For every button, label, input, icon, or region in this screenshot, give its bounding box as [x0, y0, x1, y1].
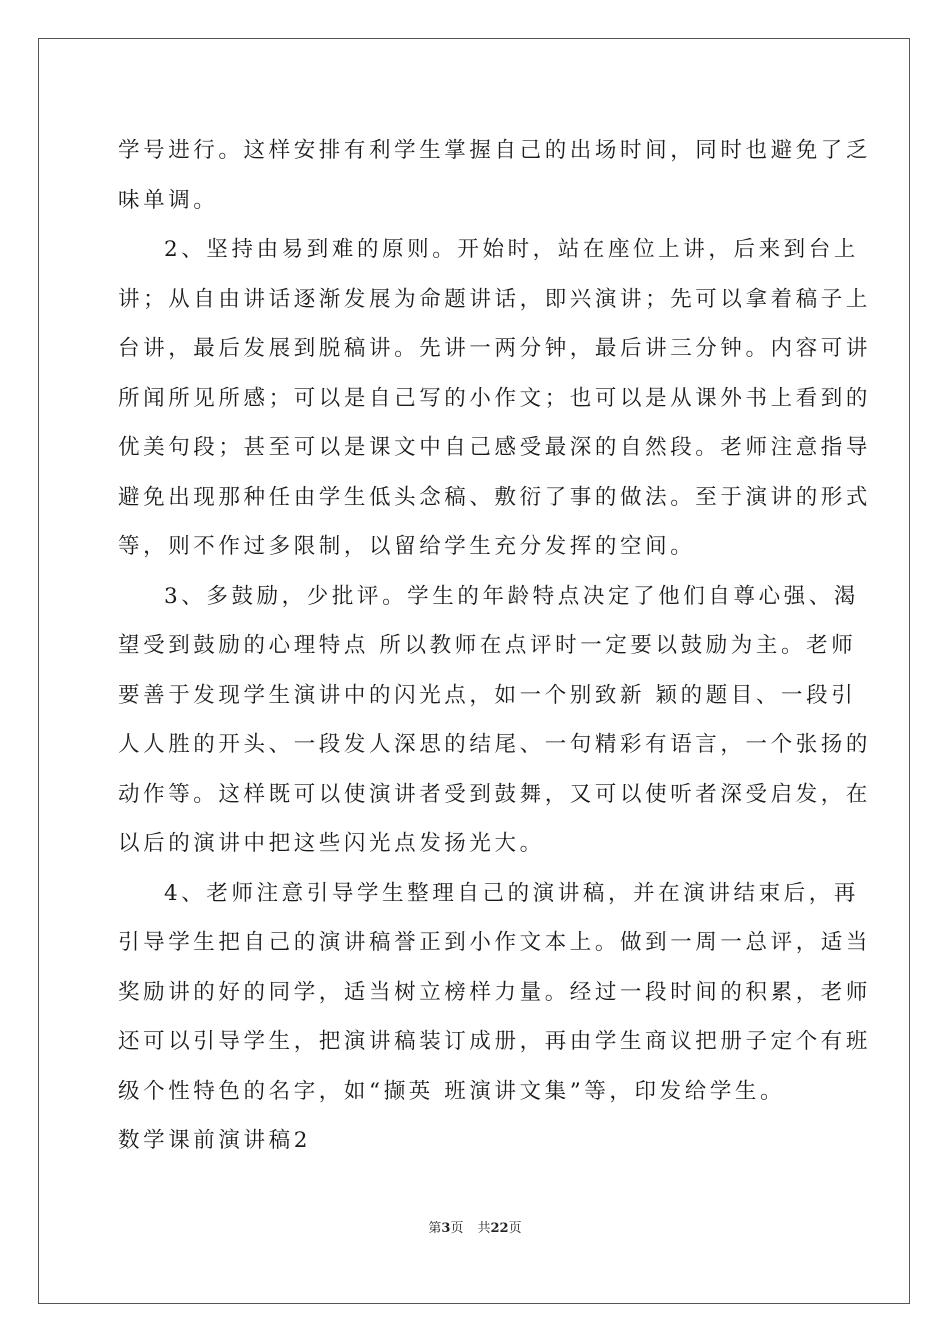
text-line: 人人胜的开头、一段发人深思的结尾、一句精彩有语言，一个张扬的 — [118, 732, 872, 757]
text-line: 奖励讲的好的同学，适当树立榜样力量。经过一段时间的积累，老师 — [118, 979, 872, 1005]
total-prefix: 共 — [477, 1221, 491, 1236]
page-footer — [0, 1220, 950, 1238]
text-line: 级个性特色的名字，如“撷英 班演讲文集”等，印发给学生。 — [118, 1078, 786, 1104]
page-total: 22 — [490, 1221, 509, 1236]
document-body — [118, 126, 872, 1166]
text-line: 味单调。 — [118, 187, 219, 213]
section-heading: 数学课前演讲稿2 — [118, 1128, 311, 1153]
text-line: 学号进行。这样安排有利学生掌握自己的出场时间，同时也避免了乏 — [118, 138, 872, 163]
text-line: 所闻所见所感；可以是自己写的小作文；也可以是从课外书上看到的 — [118, 385, 872, 411]
text-line: 以后的演讲中把这些闪光点发扬光大。 — [118, 831, 545, 856]
text-line: 讲；从自由讲话逐渐发展为命题讲话，即兴演讲；先可以拿着稿子上 — [118, 286, 872, 312]
text-line: 2、坚持由易到难的原则。开始时，站在座位上讲，后来到台上 — [164, 237, 859, 262]
text-line: 引导学生把自己的演讲稿誉正到小作文本上。做到一周一总评，适当 — [118, 930, 872, 955]
page-suffix: 页 — [450, 1221, 464, 1236]
text-line: 优美句段；甚至可以是课文中自己感受最深的自然段。老师注意指导 — [118, 435, 872, 460]
total-suffix: 页 — [508, 1221, 522, 1236]
page-prefix: 第 — [428, 1221, 442, 1236]
text-line: 等，则不作过多限制，以留给学生充分发挥的空间。 — [118, 534, 696, 559]
text-line: 台讲，最后发展到脱稿讲。先讲一两分钟，最后讲三分钟。内容可讲 — [118, 336, 872, 361]
page-current: 3 — [441, 1221, 451, 1236]
text-line: 望受到鼓励的心理特点 所以教师在点评时一定要以鼓励为主。老师 — [118, 633, 857, 658]
text-line: 3、多鼓励，少批评。学生的年龄特点决定了他们自尊心强、渴 — [164, 583, 859, 609]
text-line: 4、老师注意引导学生整理自己的演讲稿，并在演讲结束后，再 — [164, 880, 859, 906]
text-line: 避免出现那种任由学生低头念稿、敷衍了事的做法。至于演讲的形式 — [118, 484, 872, 510]
text-line: 还可以引导学生，把演讲稿装订成册，再由学生商议把册子定个有班 — [118, 1029, 872, 1054]
text-line: 动作等。这样既可以使演讲者受到鼓舞，又可以使听者深受启发，在 — [118, 781, 872, 807]
text-line: 要善于发现学生演讲中的闪光点，如一个别致新 颖的题目、一段引 — [118, 682, 857, 708]
